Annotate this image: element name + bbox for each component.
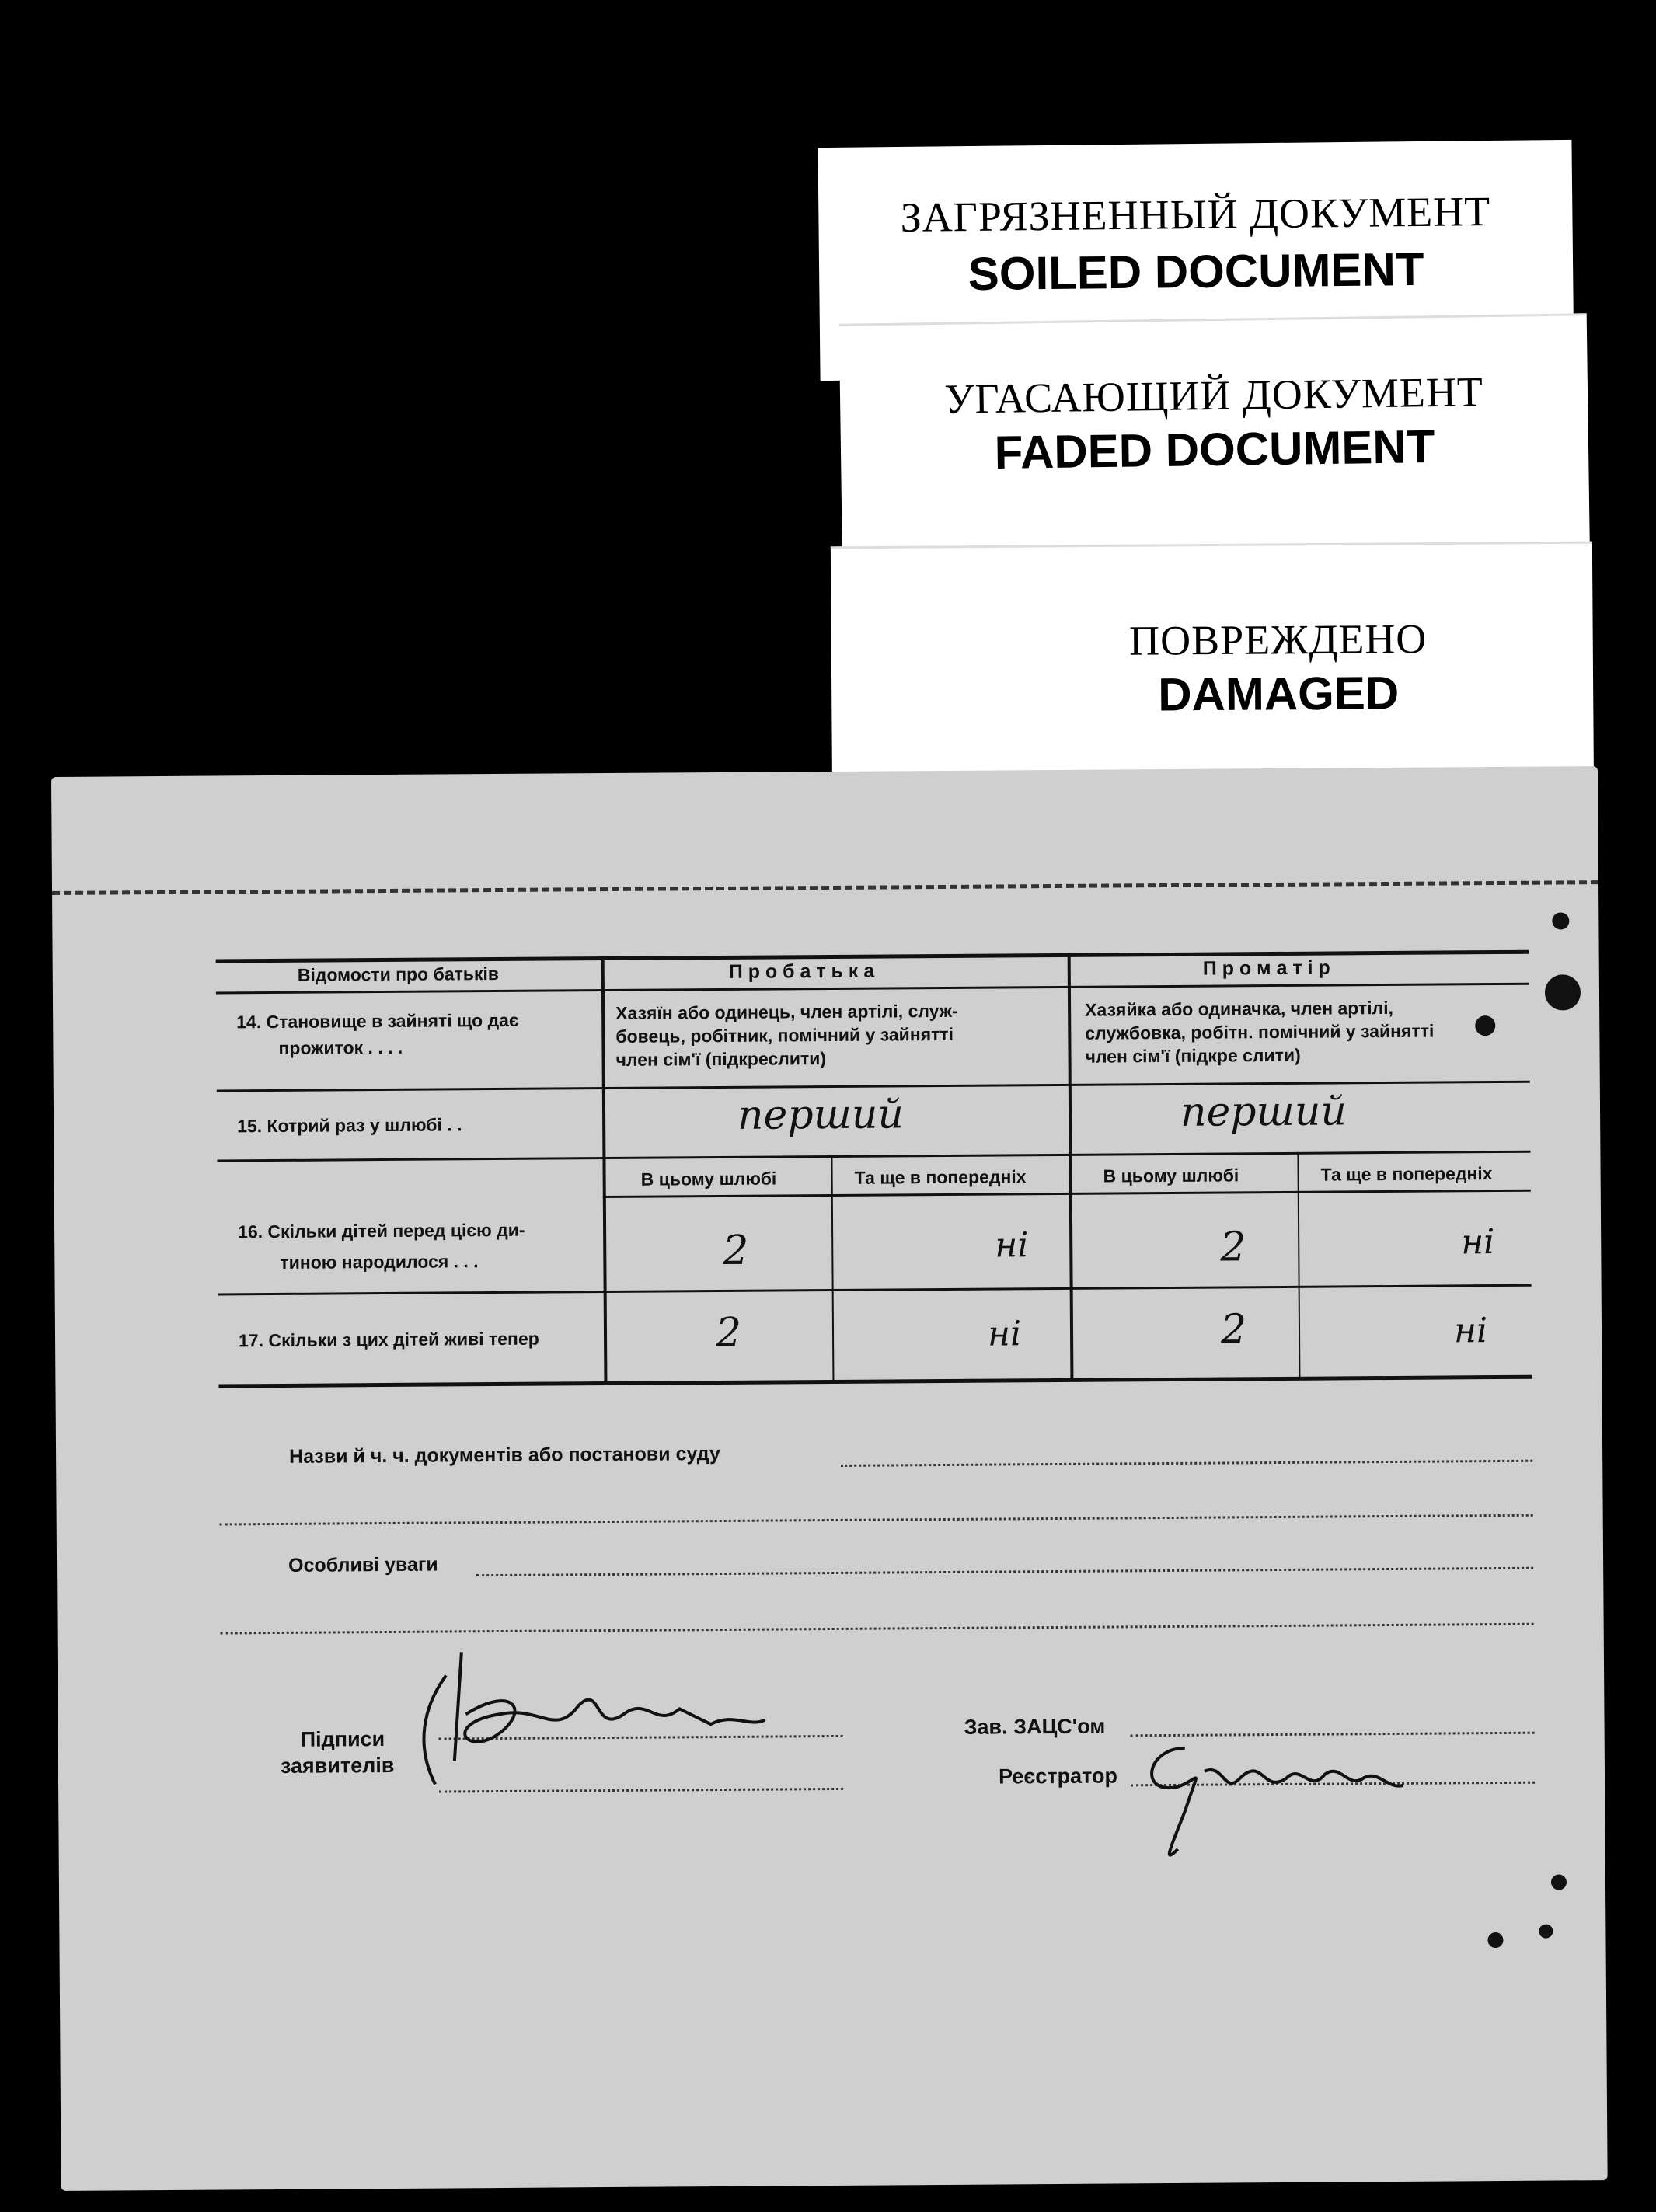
header-parents-info: Відомости про батьків [297, 963, 500, 985]
registrar-signature [1130, 1715, 1457, 1865]
documents-dotted-line [841, 1460, 1532, 1467]
soiled-label-ru: ЗАГРЯЗНЕННЫЙ ДОКУМЕНТ [900, 188, 1491, 241]
subheader-father-this: В цьому шлюбі [640, 1168, 777, 1190]
signatures-label: Підписи [300, 1727, 385, 1751]
header-mother: П р о м а т і р [1202, 956, 1330, 980]
row14-father-text: член сім'ї (підкреслити) [615, 1048, 827, 1070]
damage-hole [1487, 1932, 1503, 1948]
table-row-border [217, 1151, 1530, 1162]
row14-mother-text: службовка, робітн. помічний у зайнятті [1085, 1020, 1435, 1043]
row16-mother-this: 2 [1220, 1224, 1246, 1271]
row16-mother-prev: ні [1461, 1222, 1495, 1263]
soiled-label-en: SOILED DOCUMENT [967, 242, 1424, 301]
header-father: П р о б а т ь к а [728, 960, 875, 983]
table-column-divider [1297, 1152, 1300, 1379]
documents-label: Назви й ч. ч. документів або постанови суду [289, 1443, 720, 1468]
row14-father-text: бовець, робітник, помічний у зайнятті [615, 1023, 954, 1047]
damage-hole [1545, 974, 1581, 1010]
damage-hole [1551, 1874, 1567, 1890]
row16-label: 16. Скільки дітей перед цією ди- [238, 1219, 525, 1242]
row14-label: 14. Становище в зайняті що дає [236, 1009, 519, 1033]
documents-dotted-line-2 [220, 1514, 1533, 1526]
damaged-label-ru: ПОВРЕЖДЕНО [1128, 615, 1428, 664]
table-subheader-border [603, 1190, 1531, 1198]
notes-dotted-line [476, 1567, 1533, 1576]
row16-father-this: 2 [723, 1227, 749, 1274]
head-zags-label: Зав. ЗАЦС'ом [964, 1714, 1106, 1739]
row17-label: 17. Скільки з цих дітей живі тепер [238, 1328, 539, 1351]
row17-mother-this: 2 [1220, 1306, 1247, 1353]
table-column-divider [831, 1155, 834, 1382]
row14-mother-text: Хазяйка або одиначка, член артілі, [1085, 997, 1394, 1020]
subheader-mother-previous: Та ще в попередніх [1320, 1163, 1493, 1185]
subheader-mother-this: В цьому шлюбі [1103, 1165, 1239, 1186]
row17-father-prev: ні [987, 1314, 1022, 1354]
damage-hole [1552, 912, 1569, 929]
damage-hole [1475, 1015, 1495, 1036]
row15-father-value: перший [737, 1091, 905, 1139]
table-column-divider [601, 956, 608, 1384]
row14-father-text: Хазяїн або одинець, член артілі, служ- [615, 1000, 958, 1023]
perforation-line [52, 880, 1598, 895]
row14-label-cont: прожиток . . . . [278, 1036, 403, 1058]
table-column-divider [1068, 953, 1074, 1381]
applicant-signature [399, 1626, 804, 1792]
row16-label-cont: тиною народилося . . . [280, 1251, 479, 1273]
parents-info-table [216, 950, 1532, 1391]
signatures-label-cont: заявителів [280, 1753, 395, 1778]
faded-label-ru: УГАСАЮЩИЙ ДОКУМЕНТ [943, 368, 1484, 423]
faded-label-en: FADED DOCUMENT [994, 420, 1435, 479]
row17-mother-prev: ні [1453, 1311, 1488, 1351]
subheader-father-previous: Та ще в попередніх [854, 1166, 1027, 1188]
table-row-border [218, 1284, 1532, 1296]
row15-mother-value: перший [1180, 1088, 1347, 1136]
row15-label: 15. Котрий раз у шлюбі . . [237, 1114, 462, 1137]
damage-hole [1539, 1925, 1553, 1939]
row17-father-this: 2 [715, 1309, 742, 1357]
damaged-document-label [831, 542, 1594, 806]
registrar-label: Реєстратор [998, 1764, 1117, 1789]
damaged-label-en: DAMAGED [1157, 667, 1400, 721]
row14-mother-text: член сім'ї (підкре слити) [1085, 1044, 1301, 1067]
table-bottom-border [218, 1375, 1532, 1388]
notes-label: Особливі уваги [288, 1553, 438, 1576]
row16-father-prev: ні [995, 1225, 1029, 1266]
registration-form-sheet [51, 766, 1608, 2191]
